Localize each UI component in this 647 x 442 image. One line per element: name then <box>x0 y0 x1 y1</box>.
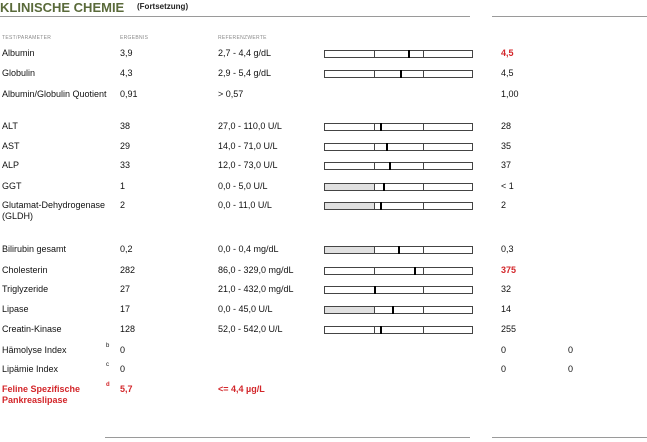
title-rule-left <box>0 16 470 17</box>
parameter-name: Albumin/Globulin Quotient <box>2 89 107 99</box>
footnote-marker: c <box>106 362 109 368</box>
previous-value: 37 <box>501 160 512 170</box>
extra-value: 0 <box>568 345 574 355</box>
result-value: 282 <box>120 265 136 275</box>
result-row-triglyzeride <box>0 284 647 300</box>
reference-range: 0,0 - 45,0 U/L <box>218 304 273 314</box>
reference-range: 21,0 - 432,0 mg/dL <box>218 284 294 294</box>
range-tick-low <box>374 183 375 191</box>
column-header-parameter: TEST/PARAMETER <box>2 35 52 41</box>
title-rule-right <box>492 16 647 17</box>
range-bar <box>324 50 473 58</box>
reference-range: 0,0 - 5,0 U/L <box>218 181 268 191</box>
range-tick-high <box>423 306 424 314</box>
range-tick-high <box>423 70 424 78</box>
parameter-name: ALP <box>2 160 20 170</box>
parameter-name: ALT <box>2 121 18 131</box>
reference-range: 86,0 - 329,0 mg/dL <box>218 265 294 275</box>
parameter-name: Lipämie Index <box>2 364 59 374</box>
range-tick-high <box>423 286 424 294</box>
range-marker <box>389 162 391 170</box>
result-row-gldh <box>0 200 647 224</box>
previous-value: 1,00 <box>501 89 519 99</box>
range-bar <box>324 326 473 334</box>
result-value: 5,7 <box>120 384 133 394</box>
range-marker <box>392 306 394 314</box>
result-value: 0 <box>120 345 126 355</box>
range-tick-low <box>374 326 375 334</box>
result-row-alt <box>0 121 647 137</box>
parameter-name: Hämolyse Index <box>2 345 67 355</box>
reference-range: 52,0 - 542,0 U/L <box>218 324 283 334</box>
extra-value: 0 <box>568 364 574 374</box>
reference-range: 2,9 - 5,4 g/dL <box>218 68 272 78</box>
range-bar <box>324 267 473 275</box>
result-row-ggt <box>0 181 647 197</box>
reference-range: 0,0 - 0,4 mg/dL <box>218 244 279 254</box>
range-shade <box>325 184 375 190</box>
range-tick-high <box>423 202 424 210</box>
range-bar <box>324 143 473 151</box>
range-bar <box>324 162 473 170</box>
result-value: 17 <box>120 304 131 314</box>
result-value: 29 <box>120 141 131 151</box>
range-shade <box>325 203 375 209</box>
parameter-name: Bilirubin gesamt <box>2 244 67 254</box>
previous-value: 0,3 <box>501 244 514 254</box>
parameter-name: Glutamat-Dehydrogenase (GLDH) <box>2 200 106 221</box>
range-tick-low <box>374 143 375 151</box>
reference-range: <= 4,4 µg/L <box>218 384 265 394</box>
range-bar <box>324 183 473 191</box>
column-header-reference: REFERENZWERTE <box>218 35 267 41</box>
range-bar <box>324 202 473 210</box>
result-value: 128 <box>120 324 136 334</box>
result-row-bilirubin <box>0 244 647 260</box>
range-tick-high <box>423 50 424 58</box>
result-row-feline-pankreaslipase <box>0 384 647 420</box>
result-value: 33 <box>120 160 131 170</box>
previous-value: 4,5 <box>501 68 514 78</box>
range-tick-high <box>423 326 424 334</box>
range-marker <box>398 246 400 254</box>
range-marker <box>374 286 376 294</box>
range-tick-high <box>423 162 424 170</box>
range-bar <box>324 306 473 314</box>
reference-range: 0,0 - 11,0 U/L <box>218 200 272 210</box>
previous-value: 4,5 <box>501 48 514 58</box>
range-tick-low <box>374 246 375 254</box>
range-tick-low <box>374 123 375 131</box>
result-value: 4,3 <box>120 68 133 78</box>
parameter-name: Albumin <box>2 48 35 58</box>
range-bar <box>324 246 473 254</box>
parameter-name: Creatin-Kinase <box>2 324 62 334</box>
result-value: 3,9 <box>120 48 133 58</box>
range-marker <box>380 202 382 210</box>
result-value: 38 <box>120 121 131 131</box>
bottom-rule-right <box>492 437 647 438</box>
parameter-name: AST <box>2 141 20 151</box>
range-tick-low <box>374 202 375 210</box>
reference-range: 27,0 - 110,0 U/L <box>218 121 282 131</box>
range-bar <box>324 70 473 78</box>
range-marker <box>386 143 388 151</box>
result-row-ag-quotient <box>0 89 647 113</box>
range-bar <box>324 123 473 131</box>
result-value: 0,91 <box>120 89 138 99</box>
range-shade <box>325 247 375 253</box>
range-tick-high <box>423 143 424 151</box>
result-row-ast <box>0 141 647 157</box>
parameter-name: Triglyzeride <box>2 284 49 294</box>
reference-range: 14,0 - 71,0 U/L <box>218 141 278 151</box>
previous-value: 375 <box>501 265 517 275</box>
range-tick-low <box>374 162 375 170</box>
parameter-name: Cholesterin <box>2 265 48 275</box>
range-tick-low <box>374 70 375 78</box>
range-marker <box>400 70 402 78</box>
result-value: 0 <box>120 364 126 374</box>
footnote-marker: b <box>106 343 110 349</box>
range-tick-high <box>423 267 424 275</box>
reference-range: 12,0 - 73,0 U/L <box>218 160 278 170</box>
previous-value: 14 <box>501 304 512 314</box>
result-value: 2 <box>120 200 126 210</box>
reference-range: 2,7 - 4,4 g/dL <box>218 48 272 58</box>
range-tick-low <box>374 50 375 58</box>
range-marker <box>414 267 416 275</box>
result-row-globulin <box>0 68 647 84</box>
range-shade <box>325 307 375 313</box>
result-row-albumin <box>0 48 647 64</box>
previous-value: 0 <box>501 345 507 355</box>
section-title: KLINISCHE CHEMIE <box>0 0 125 15</box>
previous-value: 35 <box>501 141 512 151</box>
previous-value: 0 <box>501 364 507 374</box>
parameter-name: Feline Spezifische Pankreaslipase <box>2 384 81 405</box>
range-marker <box>380 326 382 334</box>
result-row-cholesterin <box>0 265 647 281</box>
result-row-alp <box>0 160 647 176</box>
previous-value: 32 <box>501 284 512 294</box>
result-row-lipaemie-index <box>0 364 647 380</box>
range-marker <box>408 50 410 58</box>
parameter-name: GGT <box>2 181 22 191</box>
reference-range: > 0,57 <box>218 89 244 99</box>
parameter-name: Lipase <box>2 304 29 314</box>
range-tick-high <box>423 123 424 131</box>
range-tick-low <box>374 267 375 275</box>
previous-value: 28 <box>501 121 512 131</box>
result-value: 1 <box>120 181 126 191</box>
section-subtitle: (Fortsetzung) <box>137 2 189 11</box>
parameter-name: Globulin <box>2 68 36 78</box>
range-tick-high <box>423 183 424 191</box>
column-header-result: ERGEBNIS <box>120 35 149 41</box>
range-marker <box>380 123 382 131</box>
previous-value: 2 <box>501 200 507 210</box>
previous-value: 255 <box>501 324 517 334</box>
footnote-marker: d <box>106 382 110 388</box>
range-tick-low <box>374 306 375 314</box>
result-row-haemolyse-index <box>0 345 647 361</box>
range-marker <box>383 183 385 191</box>
previous-value: < 1 <box>501 181 514 191</box>
range-tick-high <box>423 246 424 254</box>
result-row-creatin-kinase <box>0 324 647 340</box>
result-value: 27 <box>120 284 131 294</box>
bottom-rule-left <box>105 437 470 438</box>
range-bar <box>324 286 473 294</box>
result-row-lipase <box>0 304 647 320</box>
result-value: 0,2 <box>120 244 133 254</box>
